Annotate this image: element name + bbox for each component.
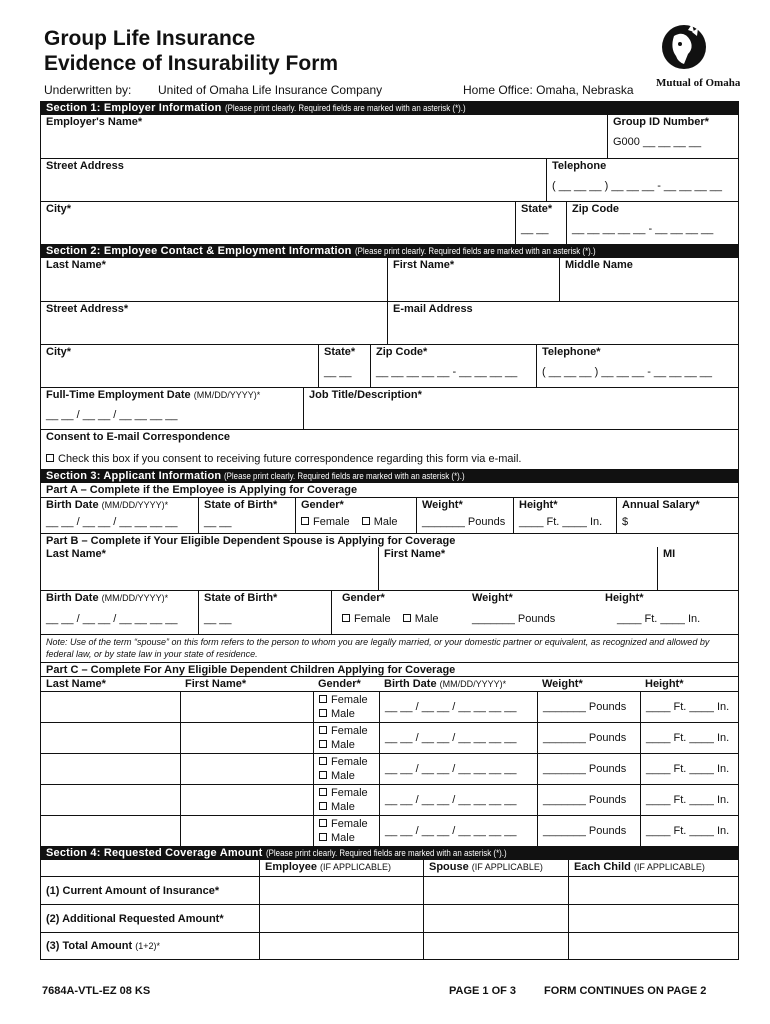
b-male-checkbox[interactable] (403, 614, 411, 622)
child-female-checkbox[interactable] (319, 788, 327, 796)
spouse-note: Note: Use of the term “spouse” on this form refers to the person to whom you are legally married, or your domestic partner or equivalent, as recognized and allowed by federal law, or by state law in your state of residence. (41, 634, 738, 662)
s4-row1-employee[interactable] (259, 877, 423, 904)
s4-row3-employee[interactable] (259, 933, 423, 959)
company-logo (652, 22, 740, 92)
child-male-checkbox[interactable] (319, 802, 327, 810)
s4-row1-child[interactable] (568, 877, 738, 904)
child-weight[interactable]: _______ Pounds (537, 754, 640, 784)
employee-email-field[interactable]: E-mail Address (387, 302, 738, 344)
child-height[interactable]: ____ Ft. ____ In. (640, 785, 738, 815)
section4-header (41, 846, 738, 860)
child-female-checkbox[interactable] (319, 695, 327, 703)
employer-state-field[interactable]: State* __ __ (515, 202, 566, 244)
group-id-field[interactable]: Group ID Number* G000 __ __ __ __ (607, 115, 738, 158)
underwritten-label: Underwritten by: (44, 83, 132, 97)
a-gender-field: Gender* Female Male (295, 498, 416, 533)
child-row (41, 815, 738, 846)
child-birth-date[interactable]: __ __ / __ __ / __ __ __ __ (379, 754, 537, 784)
b-gender-field: Gender* Female Male (331, 591, 466, 634)
child-female-checkbox[interactable] (319, 726, 327, 734)
consent-checkbox[interactable] (46, 454, 54, 462)
c-height-header: Height* (645, 678, 684, 690)
child-female-checkbox[interactable] (319, 819, 327, 827)
section4-note: (Please print clearly. Required fields are marked with an asterisk (*).) (265, 848, 507, 858)
part-c-children-table (41, 691, 738, 846)
c-gender-header: Gender* (318, 678, 361, 690)
child-male-checkbox[interactable] (319, 833, 327, 841)
b-birth-date-field[interactable]: Birth Date (MM/DD/YYYY)* __ __ / __ __ / __ __ __ __ (46, 592, 178, 625)
s4-row1-spouse[interactable] (423, 877, 568, 904)
part-c-header-row (41, 676, 738, 691)
child-row (41, 753, 738, 784)
a-state-of-birth-field[interactable]: State of Birth* __ __ (198, 498, 295, 533)
s4-child-header: Each Child (IF APPLICABLE) (568, 860, 738, 876)
child-first-name[interactable] (180, 692, 313, 722)
part-b-name-row (41, 547, 738, 590)
s2-row-name (41, 258, 738, 301)
child-birth-date[interactable]: __ __ / __ __ / __ __ __ __ (379, 723, 537, 753)
form-id: 7684A-VTL-EZ 08 KS (42, 985, 151, 997)
part-b-header: Part B – Complete if Your Eligible Dependent Spouse is Applying for Coverage (41, 533, 738, 547)
a-annual-salary-field[interactable]: Annual Salary* $ (616, 498, 738, 533)
child-birth-date[interactable]: __ __ / __ __ / __ __ __ __ (379, 692, 537, 722)
a-birth-date-field[interactable]: Birth Date (MM/DD/YYYY)* __ __ / __ __ / __ __ __ __ (46, 499, 178, 528)
child-first-name[interactable] (180, 754, 313, 784)
consent-text: Check this box if you consent to receiving future correspondence regarding this form via e-mail. (58, 453, 522, 465)
s4-row2-label: (2) Additional Requested Amount* (46, 912, 224, 925)
s4-row1-label: (1) Current Amount of Insurance* (46, 884, 220, 897)
employer-zip-field[interactable]: Zip Code __ __ __ __ __ - __ __ __ __ (566, 202, 738, 244)
part-b-detail-row (41, 590, 738, 634)
child-height[interactable]: ____ Ft. ____ In. (640, 723, 738, 753)
part-c-header: Part C – Complete For Any Eligible Dependent Children Applying for Coverage (41, 662, 738, 676)
form-title-line2: Evidence of Insurability Form (44, 52, 339, 75)
section1-title: Section 1: Employer Information (46, 102, 222, 114)
employee-city-field[interactable]: City* (46, 346, 72, 358)
s2-row-consent-label (41, 429, 738, 449)
section3-header (41, 469, 738, 483)
child-gender: Female Male (313, 754, 379, 784)
child-last-name[interactable] (41, 816, 180, 846)
part-a-header: Part A – Complete if the Employee is Applying for Coverage (46, 484, 358, 496)
s4-row3-child[interactable] (568, 933, 738, 959)
b-mi-field[interactable]: MI (657, 547, 738, 590)
a-male-checkbox[interactable] (362, 517, 370, 525)
employee-last-name-field[interactable]: Last Name* (46, 259, 106, 271)
child-last-name[interactable] (41, 785, 180, 815)
employer-street-field[interactable]: Street Address (46, 160, 124, 172)
child-height[interactable]: ____ Ft. ____ In. (640, 754, 738, 784)
employee-zip-field[interactable]: Zip Code* __ __ __ __ __ - __ __ __ __ (370, 345, 536, 387)
b-height-field[interactable]: Height* ____ Ft. ____ In. (605, 592, 701, 625)
s1-row-employer (41, 115, 738, 158)
section1-header (41, 101, 738, 115)
child-male-checkbox[interactable] (319, 771, 327, 779)
s1-row-street (41, 158, 738, 201)
form-title-line1: Group Life Insurance (44, 27, 256, 50)
employee-telephone-field[interactable]: Telephone* ( __ __ __ ) __ __ __ - __ __ __ __ (536, 345, 738, 387)
c-last-name-header: Last Name* (46, 678, 106, 690)
s4-blank-header (41, 860, 259, 876)
a-female-checkbox[interactable] (301, 517, 309, 525)
s4-row-current (41, 876, 738, 904)
s4-row-total (41, 932, 738, 959)
child-birth-date[interactable]: __ __ / __ __ / __ __ __ __ (379, 816, 537, 846)
s1-row-city (41, 201, 738, 244)
child-gender: Female Male (313, 723, 379, 753)
s4-row2-child[interactable] (568, 905, 738, 932)
c-weight-header: Weight* (542, 678, 583, 690)
employer-city-field[interactable]: City* (46, 203, 72, 215)
part-a-row (41, 497, 738, 533)
employee-state-field[interactable]: State* __ __ (318, 345, 370, 387)
employer-name-field[interactable]: Employer's Name* (46, 116, 143, 128)
child-row (41, 722, 738, 753)
c-birth-date-header: Birth Date (MM/DD/YYYY)* (384, 678, 507, 690)
child-last-name[interactable] (41, 692, 180, 722)
child-gender: Female Male (313, 785, 379, 815)
child-weight[interactable]: _______ Pounds (537, 816, 640, 846)
child-last-name[interactable] (41, 723, 180, 753)
child-birth-date[interactable]: __ __ / __ __ / __ __ __ __ (379, 785, 537, 815)
company-name: United of Omaha Life Insurance Company (158, 83, 383, 97)
child-height[interactable]: ____ Ft. ____ In. (640, 692, 738, 722)
s2-row-city (41, 344, 738, 387)
child-height[interactable]: ____ Ft. ____ In. (640, 816, 738, 846)
consent-checkbox-row[interactable] (41, 449, 738, 469)
child-gender: Female Male (313, 692, 379, 722)
b-female-checkbox[interactable] (342, 614, 350, 622)
s4-employee-header: Employee (IF APPLICABLE) (259, 860, 423, 876)
home-office: Home Office: Omaha, Nebraska (463, 83, 634, 97)
child-gender: Female Male (313, 816, 379, 846)
employee-first-name-field[interactable]: First Name* (387, 258, 559, 301)
child-weight[interactable]: _______ Pounds (537, 692, 640, 722)
s4-row2-spouse[interactable] (423, 905, 568, 932)
section3-note: (Please print clearly. Required fields are marked with an asterisk (*).) (224, 471, 465, 481)
section3-title: Section 3: Applicant Information (46, 470, 222, 482)
s4-spouse-header: Spouse (IF APPLICABLE) (423, 860, 568, 876)
section1-note: (Please print clearly. Required fields are marked with an asterisk (*).) (224, 103, 466, 113)
employee-middle-name-field[interactable]: Middle Name (559, 258, 738, 301)
a-height-field[interactable]: Height* ____ Ft. ____ In. (513, 498, 616, 533)
logo-text: Mutual of Omaha (656, 77, 740, 89)
a-weight-field[interactable]: Weight* _______ Pounds (416, 498, 513, 533)
page-number: PAGE 1 OF 3 (449, 985, 517, 997)
section2-header (41, 244, 738, 258)
s4-row3-label: (3) Total Amount (1+2)* (46, 940, 160, 952)
section4-title: Section 4: Requested Coverage Amount (46, 847, 263, 859)
s4-header-row (41, 860, 738, 876)
s4-row-additional (41, 904, 738, 932)
child-first-name[interactable] (180, 816, 313, 846)
child-first-name[interactable] (180, 785, 313, 815)
c-first-name-header: First Name* (185, 678, 247, 690)
s2-row-street (41, 301, 738, 344)
child-weight[interactable]: _______ Pounds (537, 785, 640, 815)
section2-note: (Please print clearly. Required fields are marked with an asterisk (*).) (354, 246, 596, 256)
child-male-checkbox[interactable] (319, 740, 327, 748)
child-female-checkbox[interactable] (319, 757, 327, 765)
child-first-name[interactable] (180, 723, 313, 753)
indian-head-logo-icon (652, 22, 740, 92)
s4-row3-spouse[interactable] (423, 933, 568, 959)
b-first-name-field[interactable]: First Name* (378, 547, 657, 590)
section2-title: Section 2: Employee Contact & Employment Information (46, 245, 352, 257)
b-last-name-field[interactable]: Last Name* (46, 548, 106, 560)
child-weight[interactable]: _______ Pounds (537, 723, 640, 753)
insurability-form (40, 101, 739, 960)
child-row (41, 691, 738, 722)
child-row (41, 784, 738, 815)
employer-telephone-field[interactable]: Telephone ( __ __ __ ) __ __ __ - __ __ __ __ (546, 159, 738, 201)
ft-employment-date-field[interactable]: Full-Time Employment Date (MM/DD/YYYY)* __ __ / __ __ / __ __ __ __ (46, 389, 261, 421)
child-male-checkbox[interactable] (319, 709, 327, 717)
consent-label: Consent to E-mail Correspondence (46, 431, 230, 443)
s4-row2-employee[interactable] (259, 905, 423, 932)
b-weight-field[interactable]: Weight* _______ Pounds (472, 592, 556, 625)
form-title (44, 26, 338, 76)
s2-row-employment (41, 387, 738, 429)
employee-street-field[interactable]: Street Address* (46, 303, 129, 315)
job-title-field[interactable]: Job Title/Description* (303, 388, 738, 429)
child-last-name[interactable] (41, 754, 180, 784)
b-state-of-birth-field[interactable]: State of Birth* __ __ (198, 591, 331, 634)
continues-note: FORM CONTINUES ON PAGE 2 (544, 985, 707, 997)
